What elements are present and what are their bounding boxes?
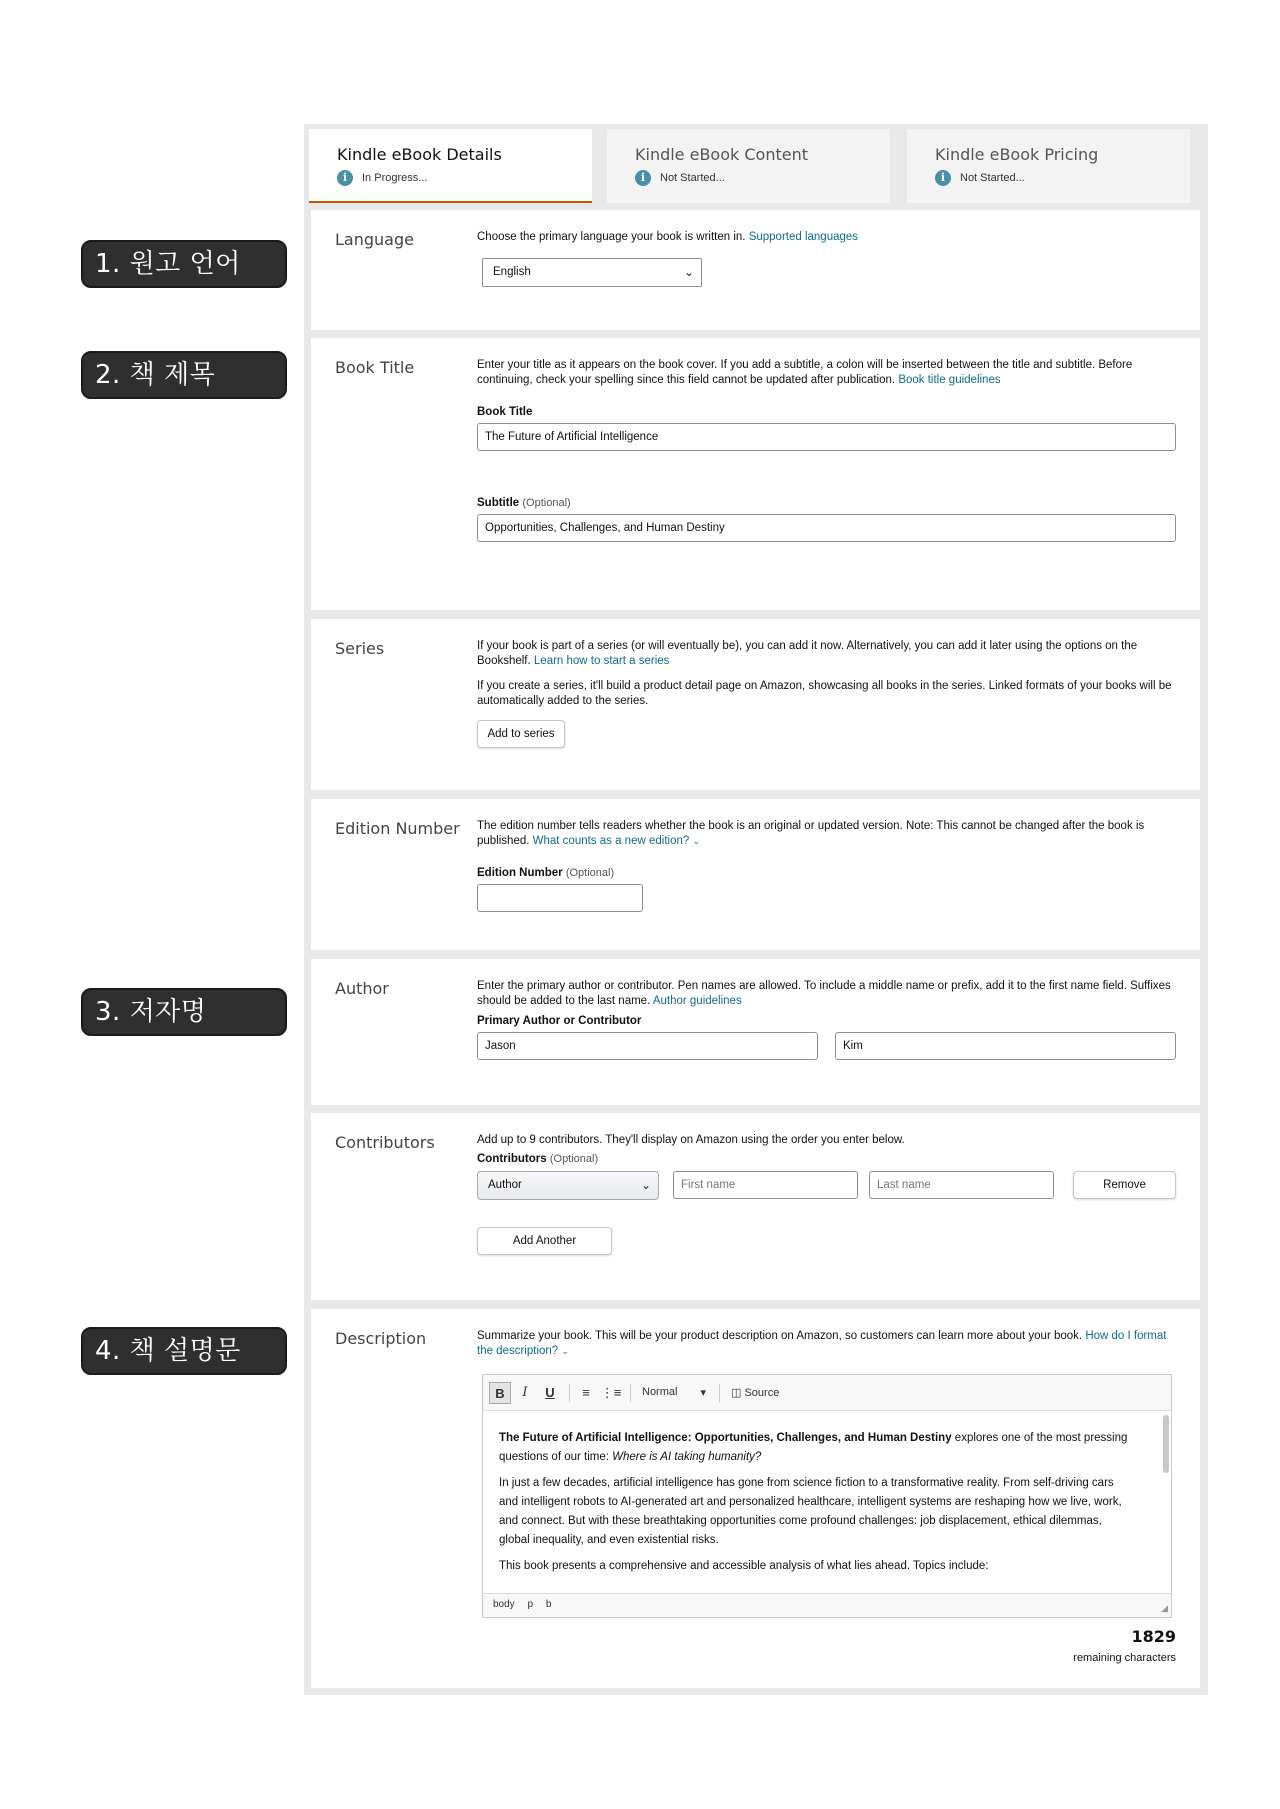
section-label: Description [335,1329,427,1348]
kdp-form-frame [304,124,1208,1695]
source-icon: ◫ [731,1387,742,1399]
tab-status-text: In Progress... [362,172,428,184]
subtitle-label-text: Subtitle [477,497,520,509]
section-help [477,230,1176,245]
italic-button[interactable]: I [522,1384,528,1400]
add-to-series-button[interactable]: Add to series [477,720,565,748]
callout-author: 3. 저자명 [81,988,287,1036]
language-section [311,210,1200,330]
callout-description: 4. 책 설명문 [81,1327,287,1375]
chevron-down-icon: ⌄ [692,836,701,846]
author-first-name-input[interactable]: Jason [477,1032,818,1060]
tab-title: Kindle eBook Pricing [935,145,1099,164]
description-text: explores one of the most pressing questions of our time: [499,1432,1128,1463]
edition-label-text: Edition Number [477,867,563,879]
edition-number-section [311,799,1200,950]
remaining-count: 1829 [1131,1627,1176,1646]
path-item[interactable]: b [545,1599,552,1610]
contributors-label-text: Contributors [477,1153,547,1165]
section-label: Series [335,639,385,658]
tab-title: Kindle eBook Content [635,145,808,164]
edition-field-label [477,867,614,879]
section-label: Contributors [335,1133,435,1152]
description-italic-text: Where is AI taking humanity? [612,1451,762,1463]
language-selected: English [493,266,531,278]
description-paragraph: In just a few decades, artificial intelligence has gone from science fiction to a transformative reality. From self-driving cars and intelligent robots to AI-generated art and personalized healthcare, intelligent systems are reshaping how we live, work, and connect. But with these breathtaking opportunities come profound challenges: job displacement, ethical dilemmas, global inequality, and even existential risks. [499,1477,1122,1546]
contributor-last-name-input[interactable]: Last name [869,1171,1054,1199]
edition-number-input[interactable] [477,884,643,912]
series-help-2: If you create a series, it'll build a product detail page on Amazon, showcasing all books in the series. Linked formats of your books will be automatically added to the series. [477,680,1172,707]
character-counter [1073,1627,1176,1664]
contributor-first-name-input[interactable]: First name [673,1171,858,1199]
bulleted-list-icon[interactable]: ⋮≡ [600,1384,622,1400]
description-paragraph: This book presents a comprehensive and accessible analysis of what lies ahead. Topics include: [499,1560,989,1572]
editor-toolbar [483,1375,1171,1411]
section-help [477,358,1176,388]
path-item[interactable]: body [493,1599,515,1610]
tab-status-text: Not Started... [660,172,725,184]
format-description-link[interactable]: How do I format the description? [477,1330,1167,1357]
numbered-list-icon[interactable]: ≡ [582,1384,590,1400]
remove-contributor-button[interactable]: Remove [1073,1171,1176,1199]
path-item[interactable]: p [527,1599,534,1610]
section-label: Book Title [335,358,415,377]
optional-text: (Optional) [522,497,571,509]
description-paragraph [499,1429,1131,1467]
section-label: Edition Number [335,819,460,838]
tab-ebook-content[interactable] [607,129,890,203]
supported-languages-link[interactable]: Supported languages [748,231,859,243]
new-edition-link[interactable]: What counts as a new edition? [532,835,690,847]
editor-scrollbar[interactable] [1163,1415,1169,1473]
section-help: Add up to 9 contributors. They'll display on Amazon using the order you enter below. [477,1134,905,1146]
callout-language: 1. 원고 언어 [81,240,287,288]
section-label: Author [335,979,389,998]
series-help-1 [477,639,1176,669]
help-text: Summarize your book. This will be your product description on Amazon, so customers can learn more about your book. [477,1330,1083,1342]
info-icon: i [935,170,951,186]
description-bold-text: The Future of Artificial Intelligence: Opportunities, Challenges, and Human Destiny [499,1432,952,1444]
editor-content[interactable] [483,1411,1171,1593]
tab-status-text: Not Started... [960,172,1025,184]
language-select[interactable] [482,258,702,287]
contributors-section [311,1113,1200,1300]
tab-title: Kindle eBook Details [337,145,502,164]
editor-element-path [483,1593,1171,1617]
toolbar-divider [630,1384,631,1402]
chevron-down-icon: ⌄ [640,1178,651,1192]
book-title-label: Book Title [477,406,533,418]
section-label: Language [335,230,414,249]
toolbar-divider [569,1384,570,1402]
source-button[interactable] [731,1386,779,1399]
format-select-value: Normal [642,1386,678,1398]
tab-ebook-pricing[interactable] [907,129,1190,203]
contributor-role-select[interactable] [477,1171,659,1200]
chevron-down-icon: ⌄ [683,265,694,279]
optional-text: (Optional) [565,867,615,879]
help-text: Enter the primary author or contributor. Pen names are allowed. To include a middle name or prefix, add it to the first name field. Suffixes should be added to the last name. [477,980,1171,1007]
learn-series-link[interactable]: Learn how to start a series [533,655,670,667]
description-editor[interactable] [482,1374,1172,1618]
tab-status [337,170,592,186]
callout-book-title: 2. 책 제목 [81,351,287,399]
section-help [477,639,1176,709]
tab-status [635,170,890,186]
help-text: Choose the primary language your book is written in. [477,231,746,243]
optional-text: (Optional) [549,1153,599,1165]
underline-button[interactable]: U [545,1384,555,1400]
author-guidelines-link[interactable]: Author guidelines [652,995,742,1007]
tab-ebook-details[interactable] [309,129,592,203]
bold-button[interactable]: B [489,1382,511,1404]
chevron-down-icon: ⌄ [561,1346,569,1356]
format-select[interactable] [642,1386,714,1399]
remaining-label: remaining characters [1073,1652,1176,1664]
resize-handle-icon[interactable]: ◢ [1161,1603,1168,1613]
book-title-input[interactable]: The Future of Artificial Intelligence [477,423,1176,451]
source-label: Source [744,1387,780,1399]
section-help [477,1329,1176,1359]
tab-status [935,170,1190,186]
author-section [311,959,1200,1105]
author-last-name-input[interactable]: Kim [835,1032,1176,1060]
book-title-section [311,338,1200,610]
contributors-field-label [477,1153,598,1165]
subtitle-label [477,497,571,509]
series-section [311,619,1200,790]
subtitle-input[interactable]: Opportunities, Challenges, and Human Destiny [477,514,1176,542]
add-another-button[interactable]: Add Another [477,1227,612,1255]
contributor-role-value: Author [488,1179,522,1191]
help-text: Enter your title as it appears on the book cover. If you add a subtitle, a colon will be inserted between the title and subtitle. Before continuing, check your spelling since this field cannot be updated after publication. [477,359,1133,386]
description-section [311,1309,1200,1688]
book-title-guidelines-link[interactable]: Book title guidelines [898,374,1001,386]
info-icon: i [337,170,353,186]
help-text: The edition number tells readers whether the book is an original or updated version. Note: This cannot be changed after the book is published. [477,820,1145,847]
info-icon: i [635,170,651,186]
caret-down-icon: ▾ [700,1387,706,1399]
section-help [477,979,1176,1009]
help-text: If your book is part of a series (or will eventually be), you can add it now. Alternatively, you can add it later using the options on the Bookshelf. [477,640,1138,667]
toolbar-divider [719,1384,720,1402]
section-help [477,819,1176,849]
primary-author-label: Primary Author or Contributor [477,1015,642,1027]
